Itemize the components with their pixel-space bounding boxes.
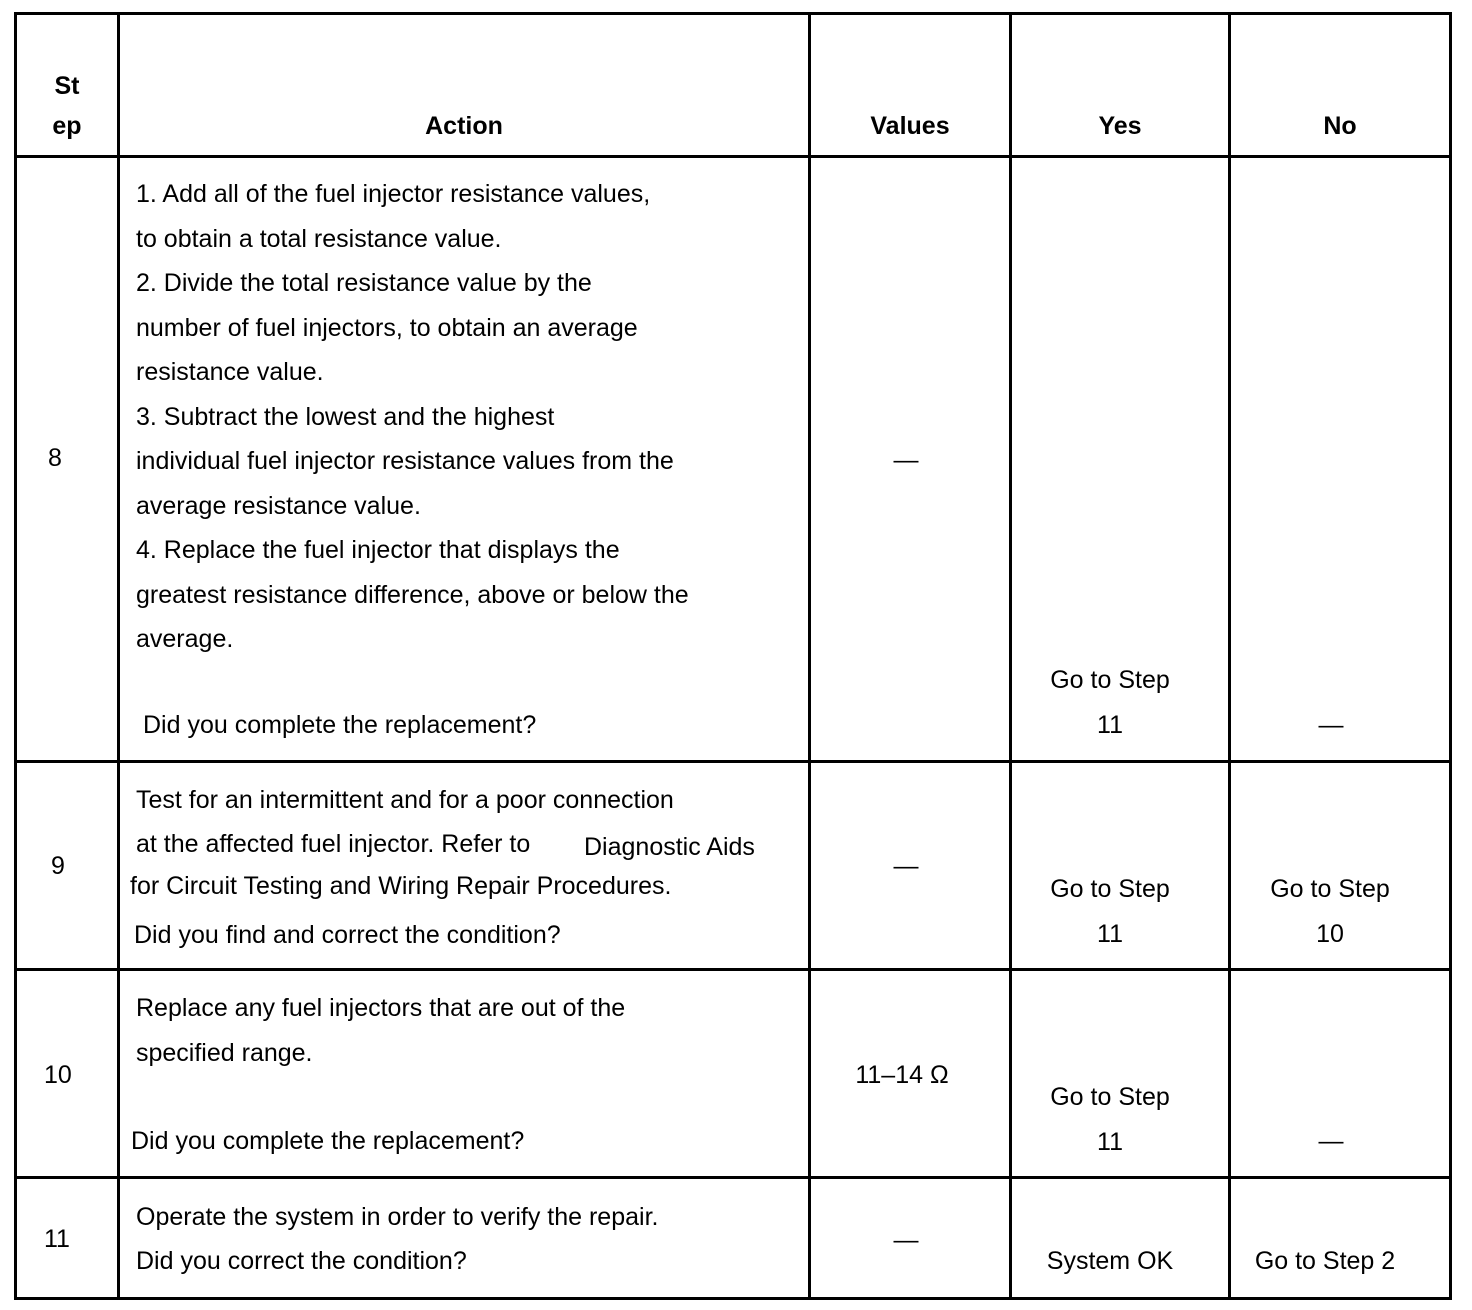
values-cell: 11–14 Ω — [855, 1061, 949, 1089]
action-text — [136, 986, 625, 1075]
no-line: 10 — [1316, 919, 1344, 948]
action-line: resistance value. — [136, 358, 324, 386]
action-line: Test for an intermittent and for a poor connection — [136, 786, 674, 814]
no-cell — [1220, 867, 1440, 956]
yes-cell — [1000, 867, 1220, 956]
action-line: 3. Subtract the lowest and the highest — [136, 402, 555, 431]
yes-line: 11 — [1097, 710, 1123, 739]
no-cell: — — [1318, 711, 1344, 739]
step-number: 8 — [48, 444, 62, 472]
row-divider — [14, 760, 1452, 763]
action-question: Did you complete the replacement? — [143, 711, 537, 739]
header-step-line1: St — [54, 72, 80, 100]
table-border-right — [1449, 13, 1452, 1300]
header-no: No — [1323, 112, 1357, 140]
row-divider — [14, 968, 1452, 971]
action-line: average resistance value. — [136, 491, 421, 520]
action-question: Did you complete the replacement? — [131, 1127, 525, 1155]
no-cell: — — [1318, 1127, 1344, 1155]
yes-line: 11 — [1097, 919, 1123, 948]
table-border-left — [14, 13, 17, 1300]
action-line: number of fuel injectors, to obtain an average — [136, 313, 638, 342]
action-line: individual fuel injector resistance values from the — [136, 447, 674, 475]
action-line: 2. Divide the total resistance value by the — [136, 269, 592, 297]
yes-line: 11 — [1097, 1127, 1123, 1156]
action-line: greatest resistance difference, above or below the — [136, 580, 689, 609]
column-divider — [1228, 13, 1231, 1300]
header-divider — [14, 155, 1452, 158]
values-cell: — — [893, 852, 919, 880]
step-number: 11 — [44, 1225, 70, 1253]
yes-cell — [1000, 658, 1220, 747]
column-divider — [117, 13, 120, 1300]
step-number: 10 — [44, 1061, 72, 1089]
diagnostic-aids-link[interactable]: Diagnostic Aids — [584, 833, 755, 861]
action-question: Did you find and correct the condition? — [134, 921, 561, 949]
action-line: to obtain a total resistance value. — [136, 224, 502, 253]
yes-line: Go to Step — [1050, 1083, 1170, 1111]
table-border-top — [14, 12, 1452, 15]
action-line: 1. Add all of the fuel injector resistance values, — [136, 180, 651, 208]
step-number: 9 — [51, 852, 65, 880]
action-line: Operate the system in order to verify the repair. — [136, 1203, 659, 1231]
action-line: specified range. — [136, 1038, 313, 1067]
action-line: 4. Replace the fuel injector that displays the — [136, 536, 620, 564]
header-step-line2: ep — [52, 112, 82, 140]
action-line: at the affected fuel injector. Refer to — [136, 830, 531, 858]
header-values: Values — [870, 112, 950, 140]
yes-cell — [1000, 1075, 1220, 1164]
yes-line: Go to Step — [1050, 666, 1170, 694]
no-cell: Go to Step 2 — [1254, 1247, 1396, 1275]
yes-cell: System OK — [1046, 1247, 1174, 1275]
action-line: for Circuit Testing and Wiring Repair Procedures. — [130, 872, 672, 900]
action-line: Replace any fuel injectors that are out of the — [136, 994, 626, 1022]
values-cell: — — [893, 446, 919, 474]
values-cell: — — [893, 1226, 919, 1254]
header-step — [17, 66, 117, 146]
yes-line: Go to Step — [1050, 875, 1170, 903]
action-question: Did you correct the condition? — [136, 1247, 467, 1275]
row-divider — [14, 1176, 1452, 1179]
no-line: Go to Step — [1270, 875, 1390, 903]
action-text — [136, 172, 689, 662]
header-action: Action — [425, 112, 503, 140]
table-border-bottom — [14, 1297, 1452, 1300]
header-yes: Yes — [1098, 112, 1142, 140]
action-line: average. — [136, 625, 234, 653]
column-divider — [808, 13, 811, 1300]
